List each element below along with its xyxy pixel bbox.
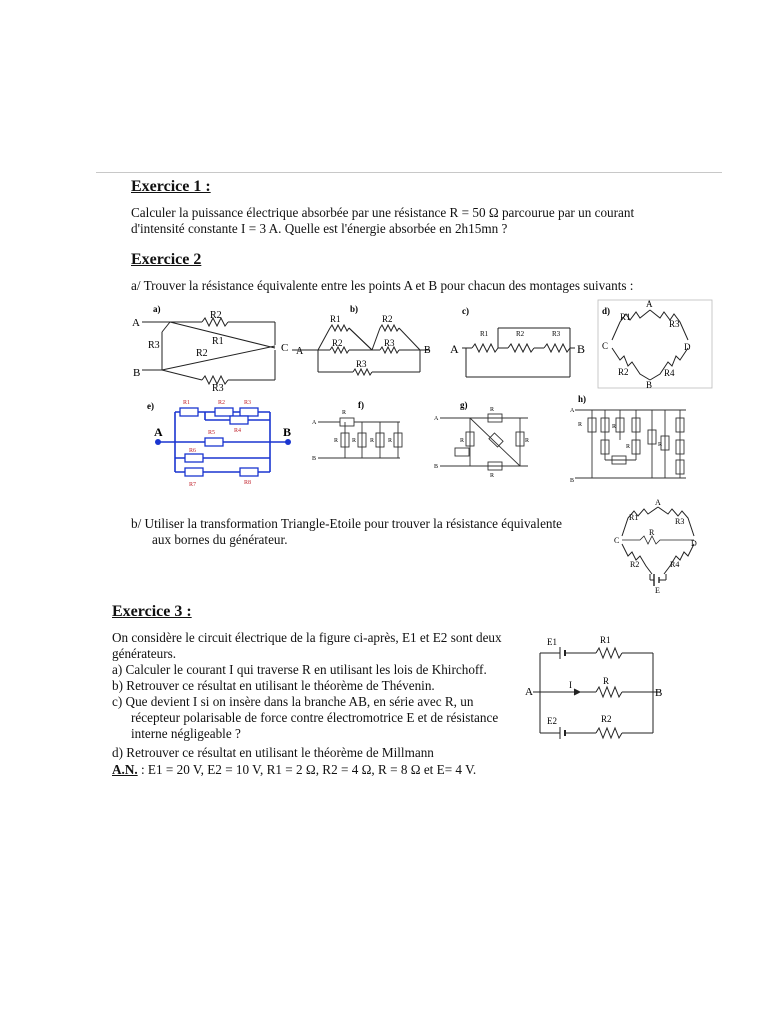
fig-e-node-B-label: B [283,425,292,439]
exercise-2-part-b-line-1: b/ Utiliser la transformation Triangle-Etoile pour trouver la résistance équivalente [131,516,563,531]
figure-d-label: d) [602,306,611,316]
tri-r3-label: R3 [675,517,685,526]
figure-g-label: g) [460,400,468,410]
fig-e-r8-label: R8 [244,480,252,486]
fig-e-r3-label: R3 [244,400,252,406]
tri-r-label: R [649,528,655,537]
fig-a-r2-label: R2 [196,348,208,359]
fig-g-node-A-label: A [434,416,439,422]
exercise-2-title: Exercice 2 [131,251,202,268]
fig-b-r3-bottom-label: R3 [356,359,367,369]
fig-g-r-label-4: R [490,473,495,479]
fig-f-r-label-4: R [370,438,375,444]
fig-d-r1-label: R1 [620,312,631,322]
fig-d-node-D-label: D [684,342,691,352]
tri-node-A-label: A [655,498,661,507]
ex3-r-label: R [603,676,610,686]
fig-h-node-A-label: A [570,408,575,414]
fig-e-r2-label: R2 [218,400,226,406]
ex3-r2-label: R2 [601,714,612,724]
fig-b-r3-mid-label: R3 [384,338,395,348]
fig-g-r-label-2: R [460,438,465,444]
fig-f-r-label-3: R [352,438,357,444]
exercise-3-numerical-application [112,762,476,778]
ex3-e1-label: E1 [547,637,557,647]
fig-d-r3-label: R3 [669,319,680,329]
fig-b-r1-label: R1 [330,314,341,324]
fig-e-node-A-label: A [154,425,163,439]
ex3-e2-label: E2 [547,716,557,726]
circuit-figure-f [312,400,402,462]
node-B-label: B [133,367,141,379]
fig-g-r-label-1: R [490,407,495,413]
exercise-3-question-c-line-2: récepteur polarisable de force contre électromotrice E et de résistance [131,710,499,725]
fig-h-r-label-4: R [658,442,663,448]
fig-c-r2-label: R2 [516,330,525,338]
circuit-figure-d [598,299,712,390]
exercise-2-part-b-line-2: aux bornes du générateur. [152,532,288,547]
fig-h-r-label-1: R [578,422,583,428]
exercise-1-line-2: d'intensité constante I = 3 A. Quelle est l'énergie absorbée en 2h15mn ? [131,221,508,236]
fig-f-node-B-label: B [312,456,317,462]
fig-e-r1-label: R1 [183,400,191,406]
exercise-3-intro-line-1: On considère le circuit électrique de la figure ci-après, E1 et E2 sont deux [112,630,502,645]
circuit-figure-e [147,400,291,488]
triangle-star-circuit-figure [614,498,697,595]
fig-c-node-B-label: B [577,342,586,356]
fig-f-node-A-label: A [312,420,317,426]
circuit-figure-g [434,400,529,479]
tri-node-D-label: D [691,539,697,548]
exercise-3-intro-line-2: générateurs. [112,646,177,661]
fig-f-r-label-5: R [388,438,393,444]
fig-c-r1-label: R1 [480,330,489,338]
fig-e-r5-label: R5 [208,430,216,436]
fig-d-node-C-label: C [602,341,609,351]
fig-b-node-A-label: A [296,346,304,357]
exercise-1-line-1: Calculer la puissance électrique absorbée par une résistance R = 50 Ω parcourue par un courant [131,205,635,220]
fig-d-r4-label: R4 [664,368,675,378]
fig-f-r-label-1: R [342,410,347,416]
exercise-3-question-c-line-3: interne négligeable ? [131,726,241,741]
ex3-current-I-label: I [569,680,572,690]
fig-h-r-label-2: R [612,424,617,430]
fig-b-r2-label: R2 [382,314,393,324]
exercise-3-question-a: a) Calculer le courant I qui traverse R en utilisant les lois de Khirchoff. [112,662,487,677]
exercise-3-question-c-line-1: c) Que devient I si on insère dans la branche AB, en série avec R, un [112,694,474,709]
fig-e-r7-label: R7 [189,482,197,488]
circuit-figure-c [450,306,585,377]
fig-a-r3-left-label: R3 [148,340,160,351]
fig-h-r-label-3: R [626,444,631,450]
fig-g-node-B-label: B [434,464,439,470]
node-C-label: C [281,342,289,354]
tri-r2-label: R2 [630,560,640,569]
tri-node-C-label: C [614,536,620,545]
exercise-3-question-b: b) Retrouver ce résultat en utilisant le théorème de Thévenin. [112,678,435,693]
circuit-figure-h [570,394,686,484]
exercise-1-title: Exercice 1 : [131,178,211,195]
ex3-r1-label: R1 [600,635,611,645]
node-A-label: A [132,317,140,329]
fig-a-r2-top-label: R2 [210,310,222,321]
figure-a-label: a) [153,304,161,314]
fig-a-r3-bottom-label: R3 [212,383,224,394]
numerical-application-label: A.N. [112,762,138,777]
fig-b-r2-mid-label: R2 [332,338,343,348]
fig-c-r3-label: R3 [552,330,561,338]
exercise-3-question-d: d) Retrouver ce résultat en utilisant le théorème de Millmann [112,745,434,760]
ex3-node-B-label: B [655,687,663,699]
figure-f-label: f) [358,400,364,410]
circuit-figure-a [132,304,288,394]
exercise-3-circuit-figure [525,635,662,739]
numerical-application-values: : E1 = 20 V, E2 = 10 V, R1 = 2 Ω, R2 = 4 Ω, R = 8 Ω et E= 4 V. [137,762,477,777]
figure-c-label: c) [462,306,469,316]
fig-a-r1-label: R1 [212,336,224,347]
fig-g-r-label-3: R [525,438,530,444]
fig-h-node-B-label: B [570,478,575,484]
fig-c-node-A-label: A [450,342,459,356]
fig-d-node-A-label: A [646,299,653,309]
tri-node-E-label: E [655,586,660,595]
fig-e-r6-label: R6 [189,448,197,454]
figure-h-label: h) [578,394,587,404]
exercise-2-part-a: a/ Trouver la résistance équivalente entre les points A et B pour chacun des montages suivants : [131,278,634,293]
figure-b-label: b) [350,304,359,314]
fig-f-r-label-2: R [334,438,339,444]
fig-d-node-B-label: B [646,380,653,390]
ex3-node-A-label: A [525,686,533,698]
fig-e-r4-label: R4 [234,428,242,434]
fig-b-node-B-label: B [424,345,431,356]
tri-r1-label: R1 [629,513,639,522]
figure-e-label: e) [147,401,154,411]
fig-d-r2-label: R2 [618,367,629,377]
tri-r4-label: R4 [670,560,680,569]
exercise-3-title: Exercice 3 : [112,603,192,620]
circuit-figure-b [292,304,431,375]
